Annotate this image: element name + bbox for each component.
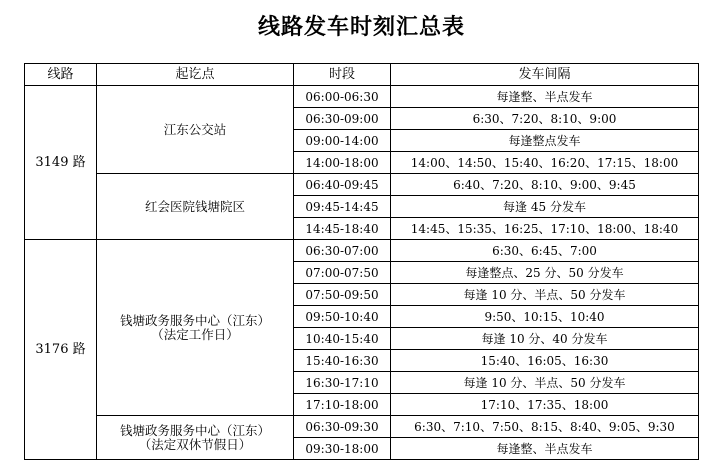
stop-name: 钱塘政务服务中心（江东） (119, 422, 270, 438)
interval-cell: 每逢 10 分、半点、50 分发车 (391, 284, 699, 306)
page-title: 线路发车时刻汇总表 (257, 15, 465, 40)
interval-cell: 每逢整点发车 (391, 130, 699, 152)
interval-cell: 每逢整、半点发车 (391, 86, 699, 108)
header-interval: 发车间隔 (391, 64, 699, 86)
route-name-cell: 3176 路 (25, 240, 97, 460)
table-row (25, 86, 699, 108)
interval-cell: 每逢 10 分、40 分发车 (391, 328, 699, 350)
table-row (25, 416, 699, 438)
interval-cell: 6:40、7:20、8:10、9:00、9:45 (391, 174, 699, 196)
period-cell: 09:30-18:00 (294, 438, 391, 460)
stop-name-cell (97, 86, 294, 174)
period-cell: 09:00-14:00 (294, 130, 391, 152)
period-cell: 06:30-09:30 (294, 416, 391, 438)
interval-cell: 每逢整、半点发车 (391, 438, 699, 460)
stop-day-type: （法定双休节假日） (138, 436, 252, 452)
stop-name-cell (97, 174, 294, 240)
stop-name-cell (97, 240, 294, 416)
interval-cell: 9:50、10:15、10:40 (391, 306, 699, 328)
header-route: 线路 (25, 64, 97, 86)
period-cell: 14:45-18:40 (294, 218, 391, 240)
period-cell: 17:10-18:00 (294, 394, 391, 416)
stop-name: 江东公交站 (163, 121, 227, 137)
period-cell: 06:40-09:45 (294, 174, 391, 196)
stop-name: 钱塘政务服务中心（江东） (119, 312, 270, 328)
period-cell: 09:45-14:45 (294, 196, 391, 218)
interval-cell: 6:30、7:10、7:50、8:15、8:40、9:05、9:30 (391, 416, 699, 438)
interval-cell: 6:30、7:20、8:10、9:00 (391, 108, 699, 130)
period-cell: 15:40-16:30 (294, 350, 391, 372)
stop-day-type: （法定工作日） (151, 326, 239, 342)
table-row (25, 174, 699, 196)
table-header-row (25, 64, 699, 86)
period-cell: 07:50-09:50 (294, 284, 391, 306)
route-name-cell: 3149 路 (25, 86, 97, 240)
stop-name-cell (97, 416, 294, 460)
interval-cell: 17:10、17:35、18:00 (391, 394, 699, 416)
header-period: 时段 (294, 64, 391, 86)
interval-cell: 每逢 45 分发车 (391, 196, 699, 218)
schedule-table (24, 63, 699, 460)
period-cell: 06:00-06:30 (294, 86, 391, 108)
period-cell: 16:30-17:10 (294, 372, 391, 394)
period-cell: 07:00-07:50 (294, 262, 391, 284)
interval-cell: 15:40、16:05、16:30 (391, 350, 699, 372)
schedule-body (25, 86, 699, 460)
interval-cell: 6:30、6:45、7:00 (391, 240, 699, 262)
period-cell: 06:30-09:00 (294, 108, 391, 130)
table-row (25, 240, 699, 262)
interval-cell: 每逢整点、25 分、50 分发车 (391, 262, 699, 284)
stop-name: 红会医院钱塘院区 (144, 198, 245, 214)
header-stop: 起讫点 (97, 64, 294, 86)
interval-cell: 14:45、15:35、16:25、17:10、18:00、18:40 (391, 218, 699, 240)
period-cell: 14:00-18:00 (294, 152, 391, 174)
interval-cell: 每逢 10 分、半点、50 分发车 (391, 372, 699, 394)
interval-cell: 14:00、14:50、15:40、16:20、17:15、18:00 (391, 152, 699, 174)
period-cell: 09:50-10:40 (294, 306, 391, 328)
period-cell: 10:40-15:40 (294, 328, 391, 350)
period-cell: 06:30-07:00 (294, 240, 391, 262)
